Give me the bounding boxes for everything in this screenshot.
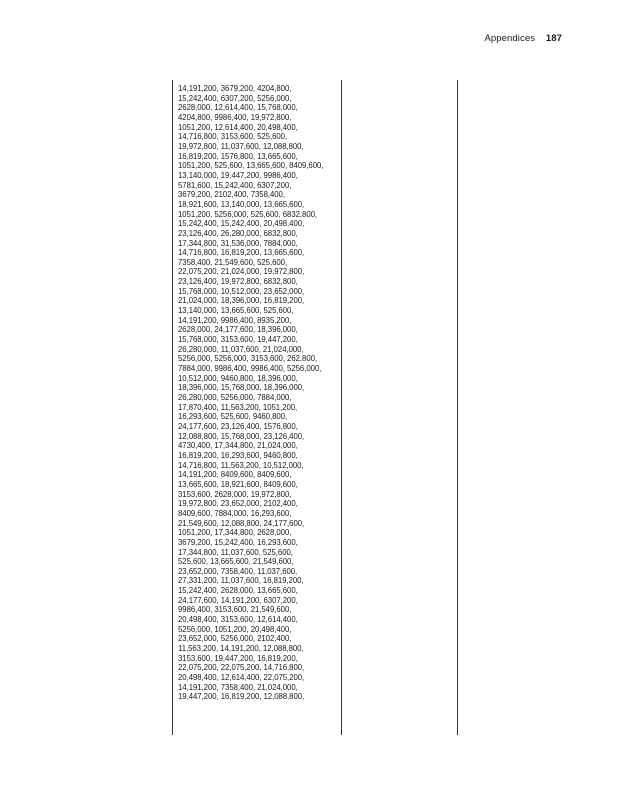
number-line: 11,563,200, 14,191,200, 12,088,800, xyxy=(178,644,304,654)
number-line: 4730,400, 17,344,800, 21,024,000, xyxy=(178,441,298,451)
number-line: 27,331,200, 11,037,600, 16,819,200, xyxy=(178,576,304,586)
number-line: 19,972,800, 23,652,000, 2102,400, xyxy=(178,499,298,509)
number-line: 23,126,400, 19,972,800, 6832,800, xyxy=(178,277,298,287)
number-line: 24,177,600, 14,191,200, 6307,200, xyxy=(178,595,298,605)
number-line: 2628,000, 12,614,400, 15,768,000, xyxy=(178,103,298,113)
number-line: 15,242,400, 6307,200, 5256,000, xyxy=(178,93,292,103)
column-rule-left xyxy=(172,80,173,735)
number-line: 19,447,200, 16,819,200, 12,088,800, xyxy=(178,692,305,702)
number-line: 4204,800, 9986,400, 19,972,800, xyxy=(178,112,292,122)
number-line: 2628,000, 24,177,600, 18,396,000, xyxy=(178,325,298,335)
number-line: 12,088,800, 15,768,000, 23,126,400, xyxy=(178,431,305,441)
number-line: 3153,600, 2628,000, 19,972,800, xyxy=(178,489,292,499)
number-line: 14,191,200, 9986,400, 8935,200, xyxy=(178,315,292,325)
number-line: 10,512,000, 9460,800, 18,396,000, xyxy=(178,373,298,383)
number-line: 22,075,200, 21,024,000, 19,972,800, xyxy=(178,267,305,277)
number-line: 5256,000, 1051,200, 20,498,400, xyxy=(178,624,292,634)
number-line: 1051,200, 17,344,800, 2628,000, xyxy=(178,528,292,538)
number-line: 14,191,200, 7358,400, 21,024,000, xyxy=(178,682,298,692)
number-line: 5781,600, 15,242,400, 6307,200, xyxy=(178,180,292,190)
number-line: 15,768,000, 3153,600, 19,447,200, xyxy=(178,335,298,345)
number-line: 20,498,400, 3153,600, 12,614,400, xyxy=(178,615,298,625)
number-line: 1051,200, 12,614,400, 20,498,400, xyxy=(178,122,298,132)
column-rule-right xyxy=(457,80,458,735)
number-line: 18,396,000, 15,768,000, 18,396,000, xyxy=(178,383,305,393)
number-line: 15,242,400, 2628,000, 13,665,600, xyxy=(178,586,298,596)
number-line: 20,498,400, 12,614,400, 22,075,200, xyxy=(178,673,305,683)
number-line: 7358,400, 21,549,600, 525,600, xyxy=(178,257,288,267)
number-line: 3679,200, 2102,400, 7358,400, xyxy=(178,190,285,200)
number-line: 9986,400, 3153,600, 21,549,600, xyxy=(178,605,292,615)
number-line: 13,140,000, 13,665,600, 525,600, xyxy=(178,306,294,316)
number-line: 18,921,600, 13,140,000, 13,665,600, xyxy=(178,199,305,209)
number-line: 22,075,200, 22,075,200, 14,716,800, xyxy=(178,663,305,673)
number-line: 15,242,400, 15,242,400, 20,498,400, xyxy=(178,219,305,229)
number-line: 21,549,600, 12,088,800, 24,177,600, xyxy=(178,518,305,528)
number-line: 26,280,000, 11,037,600, 21,024,000, xyxy=(178,344,304,354)
number-line: 14,716,800, 11,563,200, 10,512,000, xyxy=(178,460,304,470)
number-line: 8409,600, 7884,000, 16,293,600, xyxy=(178,508,292,518)
number-line: 16,293,600, 525,600, 9460,800, xyxy=(178,412,288,422)
number-line: 13,140,000, 19,447,200, 9986,400, xyxy=(178,170,298,180)
section-title: Appendices xyxy=(484,33,536,44)
number-line: 3679,200, 15,242,400, 16,293,600, xyxy=(178,537,298,547)
number-line: 5256,000, 5256,000, 3153,600, 262,800, xyxy=(178,354,318,364)
number-line: 15,768,000, 10,512,000, 23,652,000, xyxy=(178,286,305,296)
number-line: 17,344,800, 31,536,000, 7884,000, xyxy=(178,238,298,248)
number-line: 17,870,400, 11,563,200, 1051,200, xyxy=(178,402,298,412)
number-line: 1051,200, 525,600, 13,665,600, 8409,600, xyxy=(178,161,324,171)
number-line: 14,191,200, 8409,600, 8409,600, xyxy=(178,470,292,480)
number-line: 16,819,200, 16,293,600, 9460,800, xyxy=(178,450,298,460)
number-line: 26,280,000, 5256,000, 7884,000, xyxy=(178,393,292,402)
number-line: 13,665,600, 18,921,600, 8409,600, xyxy=(178,479,298,489)
number-line: 21,024,000, 18,396,000, 16,819,200, xyxy=(178,296,305,306)
number-line: 23,652,000, 5256,000, 2102,400, xyxy=(178,634,292,644)
number-line: 7884,000, 9986,400, 9986,400, 5256,000, xyxy=(178,364,322,374)
number-list-column xyxy=(178,84,338,702)
running-head xyxy=(484,33,562,44)
number-line: 17,344,800, 11,037,600, 525,600, xyxy=(178,547,293,557)
number-line: 24,177,600, 23,126,400, 1576,800, xyxy=(178,421,298,431)
number-line: 23,126,400, 26,280,000, 6832,800, xyxy=(178,228,298,238)
number-line: 19,972,800, 11,037,600, 12,088,800, xyxy=(178,141,304,151)
number-line: 14,716,800, 3153,600, 525,600, xyxy=(178,132,288,142)
number-line: 14,716,800, 16,819,200, 13,665,600, xyxy=(178,248,305,258)
number-line: 3153,600, 19,447,200, 16,819,200, xyxy=(178,653,298,663)
number-line: 1051,200, 5256,000, 525,600, 6832,800, xyxy=(178,209,318,219)
number-line: 525,600, 13,665,600, 21,549,600, xyxy=(178,557,294,567)
number-line: 23,652,000, 7358,400, 11,037,600, xyxy=(178,566,298,576)
page-number: 187 xyxy=(545,33,562,44)
number-line: 14,191,200, 3679,200, 4204,800, xyxy=(178,84,292,93)
column-rule-middle xyxy=(341,80,342,735)
number-line: 16,819,200, 1576,800, 13,665,600, xyxy=(178,151,298,161)
